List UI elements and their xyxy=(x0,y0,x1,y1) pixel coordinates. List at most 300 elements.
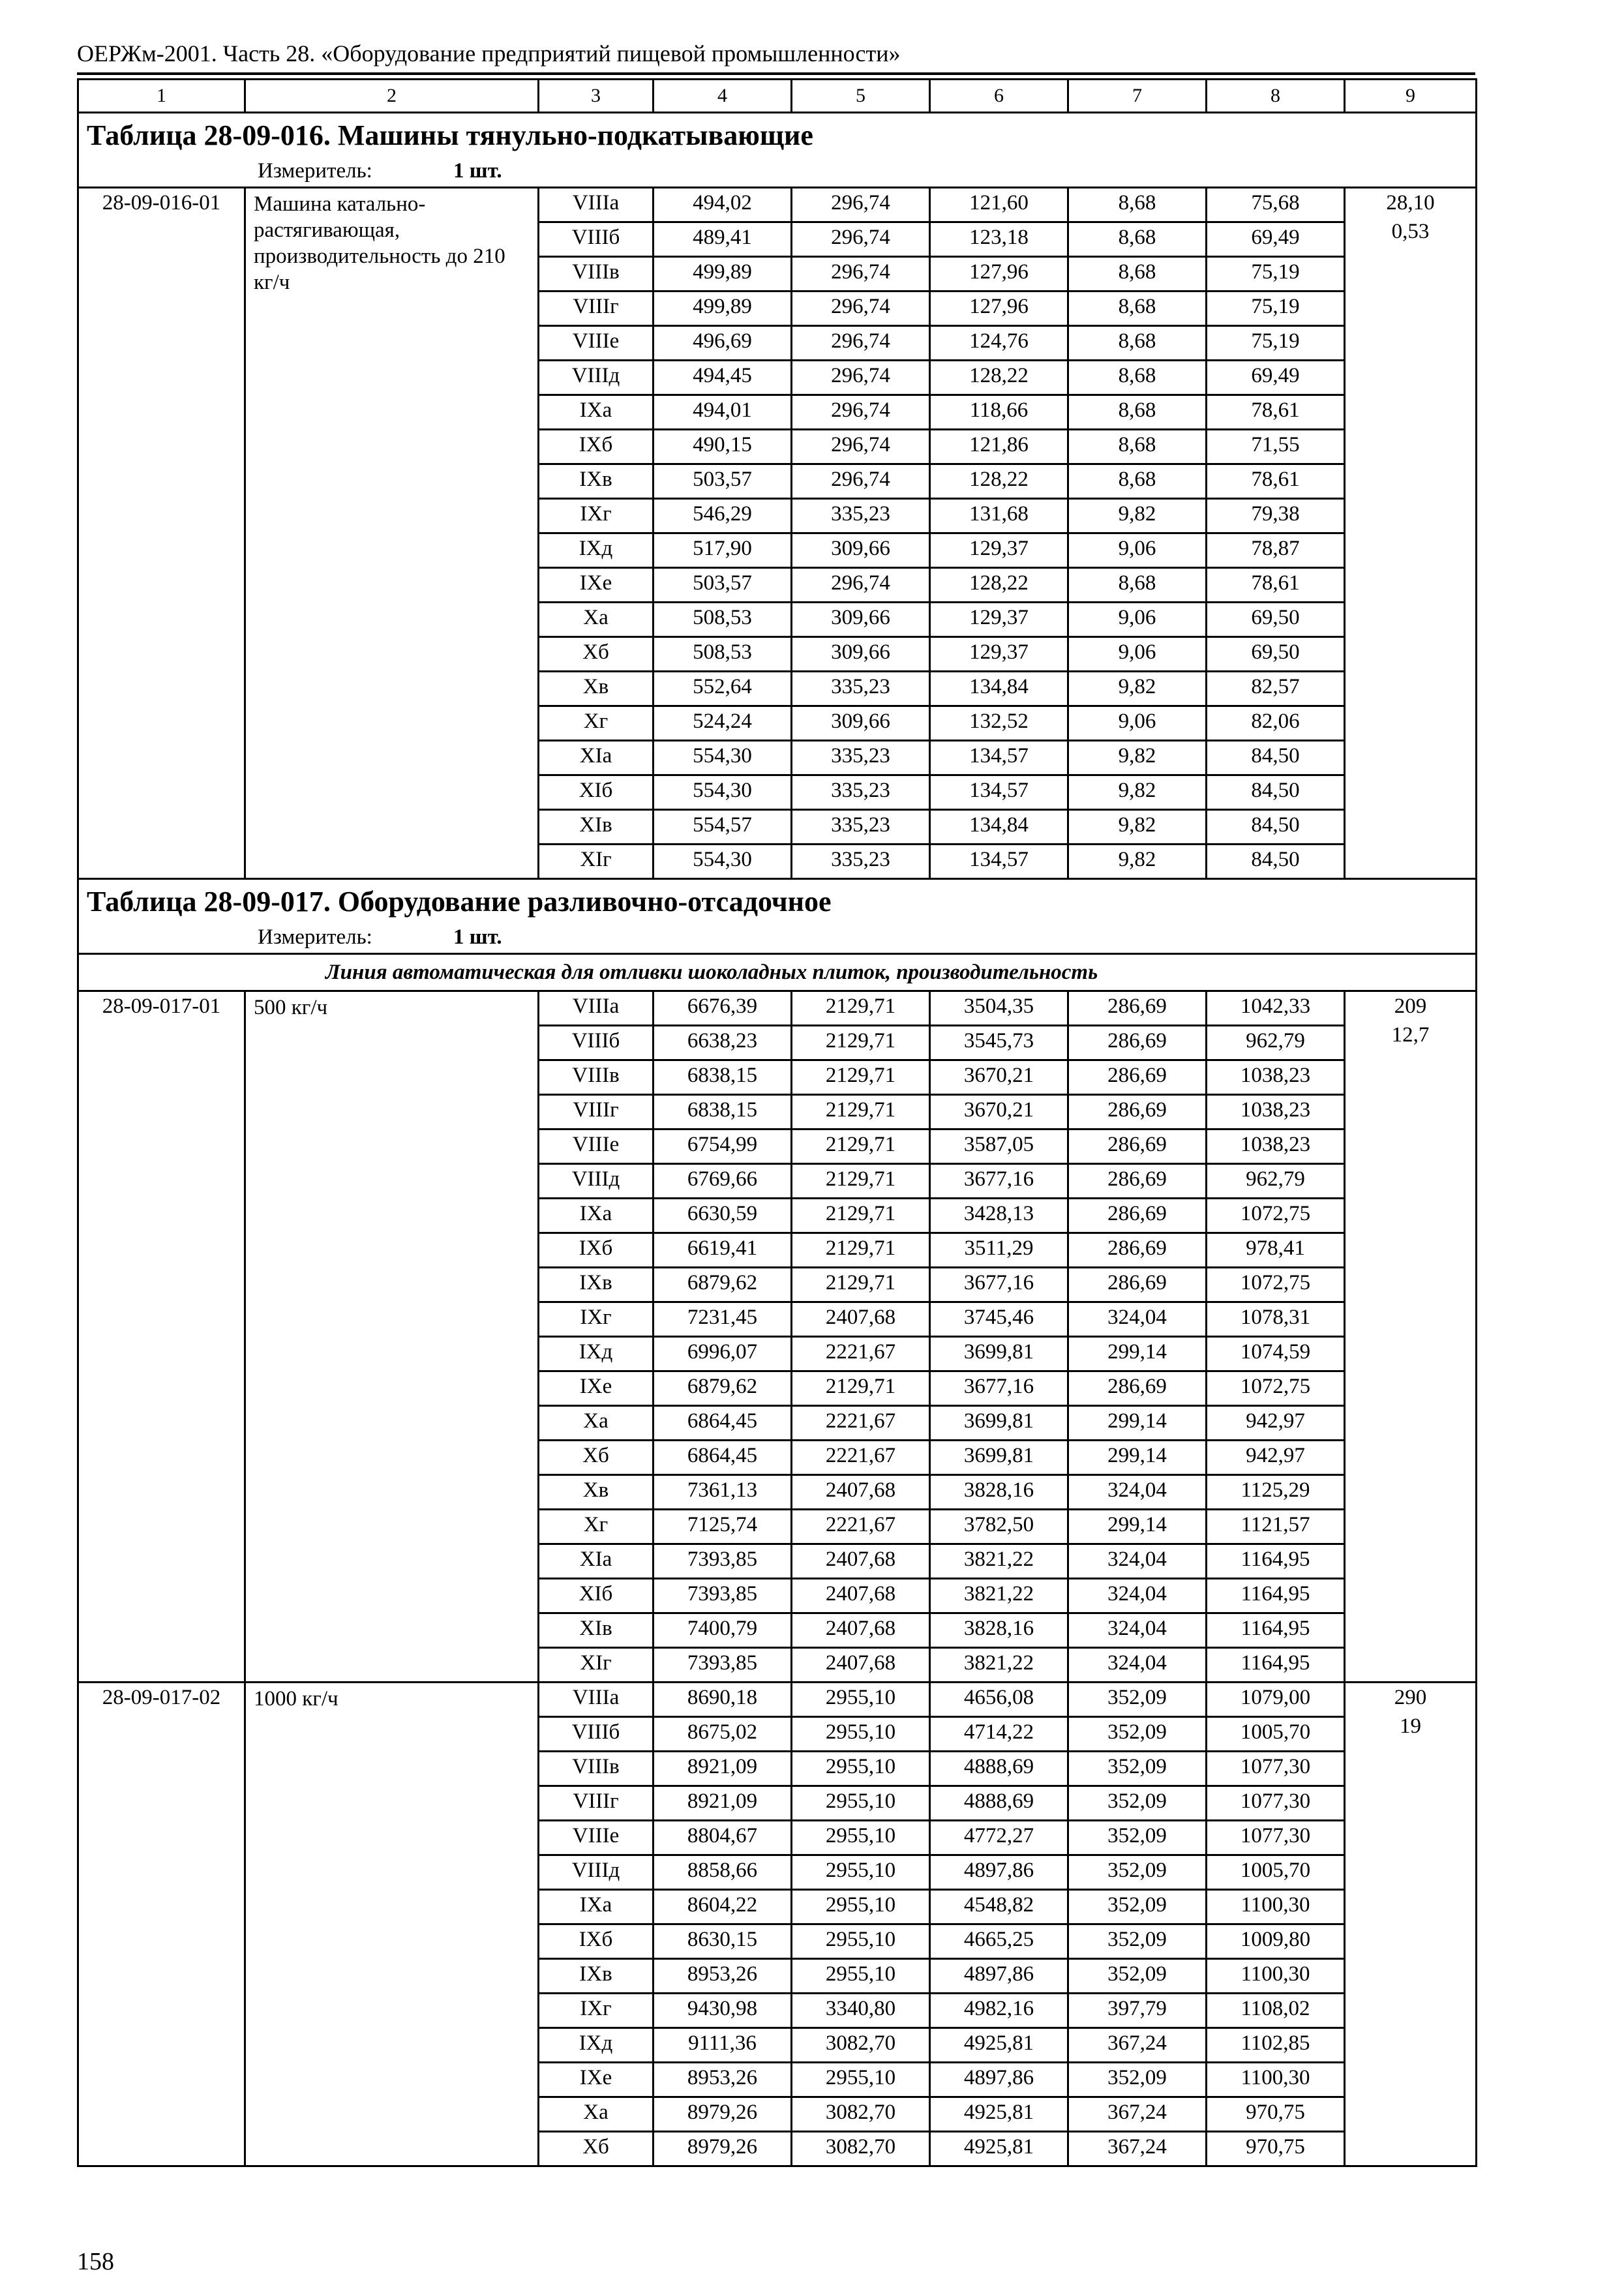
table-title: Таблица 28-09-016. Машины тянульно-подкатывающие xyxy=(78,113,1477,158)
value-cell: 299,14 xyxy=(1068,1406,1207,1441)
value-cell: 75,19 xyxy=(1207,257,1345,292)
value-cell: 9,06 xyxy=(1068,533,1207,568)
item-name: 1000 кг/ч xyxy=(245,1683,539,2166)
zone-cell: VIIIг xyxy=(539,1095,654,1130)
value-cell: 286,69 xyxy=(1068,1130,1207,1164)
value-cell: 6864,45 xyxy=(654,1406,792,1441)
zone-cell: Xв xyxy=(539,672,654,706)
value-cell: 1009,80 xyxy=(1207,1924,1345,1959)
value-cell: 352,09 xyxy=(1068,1855,1207,1890)
value-cell: 2221,67 xyxy=(792,1406,930,1441)
value-cell: 75,68 xyxy=(1207,188,1345,222)
value-cell: 4897,86 xyxy=(930,2063,1068,2097)
value-cell: 296,74 xyxy=(792,464,930,499)
value-cell: 3745,46 xyxy=(930,1302,1068,1337)
value-cell: 129,37 xyxy=(930,603,1068,637)
zone-cell: Xг xyxy=(539,1510,654,1544)
value-cell: 2955,10 xyxy=(792,1717,930,1752)
value-cell: 352,09 xyxy=(1068,1717,1207,1752)
value-cell: 554,30 xyxy=(654,741,792,775)
zone-cell: Xг xyxy=(539,706,654,741)
value-cell: 9,82 xyxy=(1068,741,1207,775)
value-cell: 2955,10 xyxy=(792,1890,930,1924)
value-cell: 3821,22 xyxy=(930,1544,1068,1579)
value-cell: 335,23 xyxy=(792,672,930,706)
value-cell: 494,45 xyxy=(654,361,792,395)
value-cell: 6838,15 xyxy=(654,1095,792,1130)
value-cell: 8979,26 xyxy=(654,2132,792,2166)
value-cell: 8,68 xyxy=(1068,222,1207,257)
value-cell: 1005,70 xyxy=(1207,1855,1345,1890)
value-cell: 1164,95 xyxy=(1207,1544,1345,1579)
value-cell: 296,74 xyxy=(792,188,930,222)
value-cell: 9,06 xyxy=(1068,706,1207,741)
zone-cell: VIIIе xyxy=(539,1821,654,1855)
value-cell: 3677,16 xyxy=(930,1371,1068,1406)
value-cell: 3082,70 xyxy=(792,2132,930,2166)
zone-cell: Xа xyxy=(539,1406,654,1441)
item-name: Машина катально-растягивающая, производительность до 210 кг/ч xyxy=(245,188,539,879)
value-cell: 517,90 xyxy=(654,533,792,568)
value-cell: 6879,62 xyxy=(654,1268,792,1302)
value-cell: 3821,22 xyxy=(930,1579,1068,1613)
zone-cell: IXе xyxy=(539,1371,654,1406)
value-cell: 1077,30 xyxy=(1207,1821,1345,1855)
value-cell: 124,76 xyxy=(930,326,1068,361)
column-number: 1 xyxy=(78,80,245,113)
zone-cell: VIIIг xyxy=(539,292,654,326)
value-cell: 4897,86 xyxy=(930,1855,1068,1890)
col9-value: 290 xyxy=(1394,1686,1427,1709)
value-cell: 84,50 xyxy=(1207,775,1345,810)
zone-cell: VIIIб xyxy=(539,1026,654,1060)
value-cell: 79,38 xyxy=(1207,499,1345,533)
value-cell: 335,23 xyxy=(792,775,930,810)
value-cell: 1164,95 xyxy=(1207,1579,1345,1613)
zone-cell: XIа xyxy=(539,1544,654,1579)
value-cell: 552,64 xyxy=(654,672,792,706)
value-cell: 4982,16 xyxy=(930,1994,1068,2028)
zone-cell: VIIIа xyxy=(539,991,654,1026)
zone-cell: IXв xyxy=(539,1268,654,1302)
item-code: 28-09-017-02 xyxy=(78,1683,245,2166)
value-cell: 494,02 xyxy=(654,188,792,222)
value-cell: 129,37 xyxy=(930,637,1068,672)
value-cell: 3504,35 xyxy=(930,991,1068,1026)
value-cell: 8979,26 xyxy=(654,2097,792,2132)
value-cell: 3670,21 xyxy=(930,1095,1068,1130)
value-cell: 6996,07 xyxy=(654,1337,792,1371)
column-number: 3 xyxy=(539,80,654,113)
zone-cell: VIIIб xyxy=(539,222,654,257)
value-cell: 503,57 xyxy=(654,568,792,603)
value-cell: 296,74 xyxy=(792,361,930,395)
value-cell: 554,57 xyxy=(654,810,792,845)
value-cell: 335,23 xyxy=(792,741,930,775)
zone-cell: VIIIе xyxy=(539,326,654,361)
value-cell: 3677,16 xyxy=(930,1164,1068,1199)
value-cell: 8804,67 xyxy=(654,1821,792,1855)
table-row xyxy=(78,188,1477,222)
zone-cell: XIб xyxy=(539,1579,654,1613)
value-cell: 3699,81 xyxy=(930,1441,1068,1475)
column-number: 8 xyxy=(1207,80,1345,113)
value-cell: 286,69 xyxy=(1068,1233,1207,1268)
column-number: 5 xyxy=(792,80,930,113)
zone-cell: VIIIб xyxy=(539,1717,654,1752)
value-cell: 352,09 xyxy=(1068,1786,1207,1821)
table-row xyxy=(78,991,1477,1026)
zone-cell: Xб xyxy=(539,637,654,672)
value-cell: 2129,71 xyxy=(792,1026,930,1060)
zone-cell: VIIIа xyxy=(539,188,654,222)
value-cell: 2955,10 xyxy=(792,1821,930,1855)
value-cell: 942,97 xyxy=(1207,1441,1345,1475)
value-cell: 554,30 xyxy=(654,775,792,810)
value-cell: 1164,95 xyxy=(1207,1613,1345,1648)
value-cell: 121,60 xyxy=(930,188,1068,222)
zone-cell: IXд xyxy=(539,1337,654,1371)
value-cell: 2955,10 xyxy=(792,2063,930,2097)
value-cell: 3699,81 xyxy=(930,1337,1068,1371)
value-cell: 9111,36 xyxy=(654,2028,792,2063)
zone-cell: XIг xyxy=(539,1648,654,1683)
value-cell: 75,19 xyxy=(1207,326,1345,361)
value-cell: 8690,18 xyxy=(654,1683,792,1717)
value-cell: 7400,79 xyxy=(654,1613,792,1648)
value-cell: 134,57 xyxy=(930,775,1068,810)
value-cell: 134,57 xyxy=(930,741,1068,775)
zone-cell: IXв xyxy=(539,464,654,499)
value-cell: 2407,68 xyxy=(792,1648,930,1683)
value-cell: 4656,08 xyxy=(930,1683,1068,1717)
value-cell: 352,09 xyxy=(1068,1890,1207,1924)
value-cell: 1072,75 xyxy=(1207,1199,1345,1233)
value-cell: 2407,68 xyxy=(792,1475,930,1510)
value-cell: 296,74 xyxy=(792,430,930,464)
value-cell: 134,84 xyxy=(930,810,1068,845)
value-cell: 128,22 xyxy=(930,568,1068,603)
value-cell: 3782,50 xyxy=(930,1510,1068,1544)
value-cell: 8953,26 xyxy=(654,1959,792,1994)
value-cell: 3340,80 xyxy=(792,1994,930,2028)
value-cell: 299,14 xyxy=(1068,1441,1207,1475)
value-cell: 6630,59 xyxy=(654,1199,792,1233)
value-cell: 78,87 xyxy=(1207,533,1345,568)
zone-cell: VIIIд xyxy=(539,1855,654,1890)
value-cell: 508,53 xyxy=(654,637,792,672)
value-cell: 1125,29 xyxy=(1207,1475,1345,1510)
measurement-row xyxy=(78,158,1477,188)
value-cell: 324,04 xyxy=(1068,1613,1207,1648)
value-cell: 6754,99 xyxy=(654,1130,792,1164)
table-title: Таблица 28-09-017. Оборудование разливочно-отсадочное xyxy=(78,879,1477,925)
value-cell: 69,49 xyxy=(1207,361,1345,395)
value-cell: 8,68 xyxy=(1068,292,1207,326)
col9-value: 0,53 xyxy=(1391,220,1430,243)
value-cell: 2129,71 xyxy=(792,1095,930,1130)
zone-cell: Xа xyxy=(539,603,654,637)
value-cell: 2955,10 xyxy=(792,1752,930,1786)
value-cell: 1072,75 xyxy=(1207,1268,1345,1302)
value-cell: 2129,71 xyxy=(792,1233,930,1268)
value-cell: 962,79 xyxy=(1207,1164,1345,1199)
value-cell: 4925,81 xyxy=(930,2028,1068,2063)
value-cell: 132,52 xyxy=(930,706,1068,741)
col9-value: 209 xyxy=(1394,995,1427,1018)
subheader-text: Линия автоматическая для отливки шоколадных плиток, производительность xyxy=(78,954,1477,991)
zone-cell: XIб xyxy=(539,775,654,810)
value-cell: 1038,23 xyxy=(1207,1060,1345,1095)
value-cell: 69,49 xyxy=(1207,222,1345,257)
value-cell: 286,69 xyxy=(1068,1060,1207,1095)
value-cell: 3699,81 xyxy=(930,1406,1068,1441)
zone-cell: IXб xyxy=(539,1233,654,1268)
zone-cell: VIIIа xyxy=(539,1683,654,1717)
value-cell: 8921,09 xyxy=(654,1786,792,1821)
value-cell: 352,09 xyxy=(1068,1821,1207,1855)
value-cell: 7393,85 xyxy=(654,1648,792,1683)
header-rule xyxy=(77,72,1475,75)
value-cell: 3828,16 xyxy=(930,1475,1068,1510)
value-cell: 128,22 xyxy=(930,361,1068,395)
value-cell: 118,66 xyxy=(930,395,1068,430)
value-cell: 309,66 xyxy=(792,637,930,672)
value-cell: 82,06 xyxy=(1207,706,1345,741)
value-cell: 296,74 xyxy=(792,395,930,430)
value-cell: 9,82 xyxy=(1068,499,1207,533)
value-cell: 1038,23 xyxy=(1207,1130,1345,1164)
zone-cell: XIа xyxy=(539,741,654,775)
value-cell: 7231,45 xyxy=(654,1302,792,1337)
value-cell: 3677,16 xyxy=(930,1268,1068,1302)
col9-cell xyxy=(1345,991,1477,1683)
value-cell: 4888,69 xyxy=(930,1786,1068,1821)
zone-cell: XIг xyxy=(539,845,654,879)
value-cell: 4665,25 xyxy=(930,1924,1068,1959)
value-cell: 4772,27 xyxy=(930,1821,1068,1855)
subheader-row xyxy=(78,954,1477,991)
value-cell: 8,68 xyxy=(1068,361,1207,395)
value-cell: 6879,62 xyxy=(654,1371,792,1406)
value-cell: 1077,30 xyxy=(1207,1786,1345,1821)
value-cell: 286,69 xyxy=(1068,1164,1207,1199)
column-number: 9 xyxy=(1345,80,1477,113)
value-cell: 6638,23 xyxy=(654,1026,792,1060)
value-cell: 3545,73 xyxy=(930,1026,1068,1060)
value-cell: 309,66 xyxy=(792,706,930,741)
value-cell: 1102,85 xyxy=(1207,2028,1345,2063)
value-cell: 121,86 xyxy=(930,430,1068,464)
zone-cell: Xв xyxy=(539,1475,654,1510)
zone-cell: IXе xyxy=(539,2063,654,2097)
value-cell: 296,74 xyxy=(792,222,930,257)
measurement-row xyxy=(78,924,1477,954)
value-cell: 134,57 xyxy=(930,845,1068,879)
item-name: 500 кг/ч xyxy=(245,991,539,1683)
page-number: 158 xyxy=(77,2248,114,2275)
col9-cell xyxy=(1345,188,1477,879)
value-cell: 296,74 xyxy=(792,292,930,326)
value-cell: 8,68 xyxy=(1068,326,1207,361)
value-cell: 78,61 xyxy=(1207,568,1345,603)
value-cell: 324,04 xyxy=(1068,1544,1207,1579)
value-cell: 1077,30 xyxy=(1207,1752,1345,1786)
value-cell: 299,14 xyxy=(1068,1510,1207,1544)
value-cell: 9,82 xyxy=(1068,810,1207,845)
zone-cell: IXб xyxy=(539,430,654,464)
col9-value: 19 xyxy=(1400,1714,1421,1738)
value-cell: 2407,68 xyxy=(792,1613,930,1648)
value-cell: 3670,21 xyxy=(930,1060,1068,1095)
value-cell: 3587,05 xyxy=(930,1130,1068,1164)
value-cell: 9,82 xyxy=(1068,845,1207,879)
value-cell: 8,68 xyxy=(1068,464,1207,499)
zone-cell: IXд xyxy=(539,533,654,568)
value-cell: 286,69 xyxy=(1068,991,1207,1026)
column-number: 2 xyxy=(245,80,539,113)
zone-cell: IXг xyxy=(539,1994,654,2028)
zone-cell: XIв xyxy=(539,810,654,845)
value-cell: 84,50 xyxy=(1207,741,1345,775)
value-cell: 84,50 xyxy=(1207,810,1345,845)
value-cell: 335,23 xyxy=(792,845,930,879)
value-cell: 309,66 xyxy=(792,603,930,637)
column-number: 7 xyxy=(1068,80,1207,113)
value-cell: 127,96 xyxy=(930,257,1068,292)
value-cell: 4925,81 xyxy=(930,2132,1068,2166)
value-cell: 324,04 xyxy=(1068,1579,1207,1613)
value-cell: 970,75 xyxy=(1207,2097,1345,2132)
value-cell: 8604,22 xyxy=(654,1890,792,1924)
value-cell: 127,96 xyxy=(930,292,1068,326)
value-cell: 7125,74 xyxy=(654,1510,792,1544)
value-cell: 1121,57 xyxy=(1207,1510,1345,1544)
zone-cell: IXе xyxy=(539,568,654,603)
col9-cell xyxy=(1345,1683,1477,2166)
measurement-value: 1 шт. xyxy=(453,925,502,949)
value-cell: 9,82 xyxy=(1068,775,1207,810)
value-cell: 335,23 xyxy=(792,499,930,533)
value-cell: 2129,71 xyxy=(792,1268,930,1302)
value-cell: 352,09 xyxy=(1068,2063,1207,2097)
value-cell: 286,69 xyxy=(1068,1095,1207,1130)
value-cell: 8,68 xyxy=(1068,257,1207,292)
measurement-value: 1 шт. xyxy=(453,159,502,183)
value-cell: 75,19 xyxy=(1207,292,1345,326)
zone-cell: XIв xyxy=(539,1613,654,1648)
value-cell: 2129,71 xyxy=(792,1199,930,1233)
value-cell: 1164,95 xyxy=(1207,1648,1345,1683)
value-cell: 352,09 xyxy=(1068,1752,1207,1786)
value-cell: 2221,67 xyxy=(792,1441,930,1475)
value-cell: 324,04 xyxy=(1068,1302,1207,1337)
zone-cell: IXа xyxy=(539,1199,654,1233)
value-cell: 2221,67 xyxy=(792,1337,930,1371)
value-cell: 335,23 xyxy=(792,810,930,845)
value-cell: 4714,22 xyxy=(930,1717,1068,1752)
value-cell: 3821,22 xyxy=(930,1648,1068,1683)
value-cell: 8675,02 xyxy=(654,1717,792,1752)
value-cell: 129,37 xyxy=(930,533,1068,568)
value-cell: 8,68 xyxy=(1068,568,1207,603)
value-cell: 6619,41 xyxy=(654,1233,792,1268)
value-cell: 123,18 xyxy=(930,222,1068,257)
value-cell: 2955,10 xyxy=(792,1855,930,1890)
value-cell: 524,24 xyxy=(654,706,792,741)
value-cell: 8953,26 xyxy=(654,2063,792,2097)
table-title-row xyxy=(78,879,1477,925)
zone-cell: VIIIг xyxy=(539,1786,654,1821)
item-code: 28-09-017-01 xyxy=(78,991,245,1683)
col9-value: 12,7 xyxy=(1391,1023,1430,1047)
value-cell: 286,69 xyxy=(1068,1199,1207,1233)
rates-table xyxy=(77,78,1477,2167)
value-cell: 3082,70 xyxy=(792,2028,930,2063)
value-cell: 942,97 xyxy=(1207,1406,1345,1441)
value-cell: 128,22 xyxy=(930,464,1068,499)
value-cell: 489,41 xyxy=(654,222,792,257)
value-cell: 286,69 xyxy=(1068,1026,1207,1060)
zone-cell: Xб xyxy=(539,1441,654,1475)
value-cell: 2129,71 xyxy=(792,1371,930,1406)
value-cell: 1072,75 xyxy=(1207,1371,1345,1406)
value-cell: 1100,30 xyxy=(1207,2063,1345,2097)
value-cell: 499,89 xyxy=(654,292,792,326)
value-cell: 4548,82 xyxy=(930,1890,1068,1924)
value-cell: 8,68 xyxy=(1068,188,1207,222)
value-cell: 296,74 xyxy=(792,568,930,603)
value-cell: 7393,85 xyxy=(654,1544,792,1579)
value-cell: 9,06 xyxy=(1068,603,1207,637)
value-cell: 2407,68 xyxy=(792,1544,930,1579)
zone-cell: Xа xyxy=(539,2097,654,2132)
value-cell: 309,66 xyxy=(792,533,930,568)
zone-cell: IXг xyxy=(539,499,654,533)
value-cell: 9,82 xyxy=(1068,672,1207,706)
value-cell: 324,04 xyxy=(1068,1648,1207,1683)
column-number-row xyxy=(78,80,1477,113)
value-cell: 352,09 xyxy=(1068,1924,1207,1959)
value-cell: 8630,15 xyxy=(654,1924,792,1959)
value-cell: 494,01 xyxy=(654,395,792,430)
value-cell: 131,68 xyxy=(930,499,1068,533)
value-cell: 8,68 xyxy=(1068,430,1207,464)
value-cell: 78,61 xyxy=(1207,395,1345,430)
value-cell: 2955,10 xyxy=(792,1924,930,1959)
measurement-label: Измеритель: xyxy=(258,159,372,183)
zone-cell: Xб xyxy=(539,2132,654,2166)
value-cell: 503,57 xyxy=(654,464,792,499)
measurement-cell xyxy=(78,924,1477,954)
value-cell: 352,09 xyxy=(1068,1683,1207,1717)
column-number: 4 xyxy=(654,80,792,113)
zone-cell: IXа xyxy=(539,1890,654,1924)
value-cell: 9,06 xyxy=(1068,637,1207,672)
value-cell: 2129,71 xyxy=(792,991,930,1026)
col9-value: 28,10 xyxy=(1386,191,1435,215)
value-cell: 1042,33 xyxy=(1207,991,1345,1026)
value-cell: 8,68 xyxy=(1068,395,1207,430)
value-cell: 970,75 xyxy=(1207,2132,1345,2166)
value-cell: 286,69 xyxy=(1068,1268,1207,1302)
value-cell: 8921,09 xyxy=(654,1752,792,1786)
zone-cell: IXб xyxy=(539,1924,654,1959)
value-cell: 1100,30 xyxy=(1207,1959,1345,1994)
value-cell: 2129,71 xyxy=(792,1130,930,1164)
value-cell: 7393,85 xyxy=(654,1579,792,1613)
value-cell: 978,41 xyxy=(1207,1233,1345,1268)
